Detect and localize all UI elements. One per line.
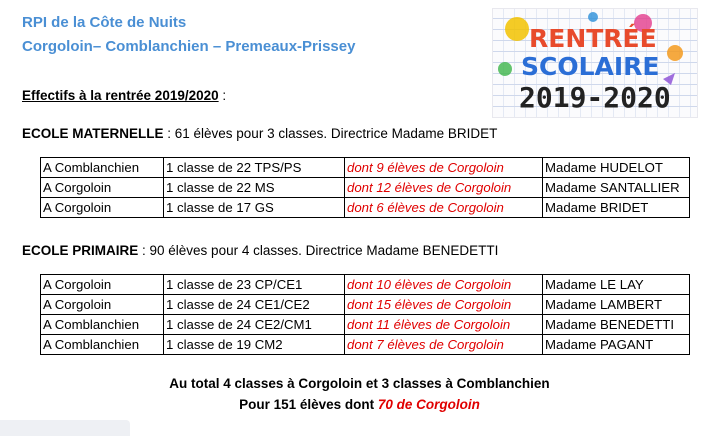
class-cell: 1 classe de 17 GS	[164, 198, 345, 218]
place-cell: A Comblanchien	[41, 335, 164, 355]
table-row	[41, 198, 690, 218]
place-cell: A Corgoloin	[41, 198, 164, 218]
place-cell: A Comblanchien	[41, 315, 164, 335]
totals-line1: Au total 4 classes à Corgoloin et 3 classes à Comblanchien	[169, 376, 550, 391]
maternelle-summary-text: : 61 élèves pour 3 classes. Directrice Madame BRIDET	[163, 126, 498, 141]
table-row	[41, 275, 690, 295]
totals-line2	[0, 397, 719, 412]
primaire-table	[40, 274, 690, 355]
teacher-cell: Madame SANTALLIER	[543, 178, 690, 198]
rentree-scolaire-logo	[492, 8, 698, 118]
class-cell: 1 classe de 23 CP/CE1	[164, 275, 345, 295]
note-cell: dont 10 élèves de Corgoloin	[345, 275, 543, 295]
place-cell: A Corgoloin	[41, 275, 164, 295]
primaire-summary	[22, 243, 498, 258]
teacher-cell: Madame HUDELOT	[543, 158, 690, 178]
totals-line2-highlight: 70 de Corgoloin	[377, 397, 480, 412]
teacher-cell: Madame BENEDETTI	[543, 315, 690, 335]
note-cell: dont 6 élèves de Corgoloin	[345, 198, 543, 218]
teacher-cell: Madame PAGANT	[543, 335, 690, 355]
table-row	[41, 158, 690, 178]
teacher-cell: Madame LAMBERT	[543, 295, 690, 315]
note-cell: dont 7 élèves de Corgoloin	[345, 335, 543, 355]
place-cell: A Corgoloin	[41, 178, 164, 198]
enrollment-heading	[22, 88, 226, 103]
corner-overlay	[0, 420, 130, 436]
page-subtitle-villages: Corgoloin– Comblanchien – Premeaux-Prissey	[22, 38, 356, 55]
enrollment-heading-colon: :	[218, 88, 227, 103]
logo-line2: SCOLAIRE	[521, 52, 660, 81]
table-row	[41, 178, 690, 198]
table-row	[41, 335, 690, 355]
place-cell: A Comblanchien	[41, 158, 164, 178]
totals-line2-prefix: Pour 151 élèves dont	[239, 397, 378, 412]
teacher-cell: Madame BRIDET	[543, 198, 690, 218]
logo-line1: RENTRÉE	[529, 24, 657, 53]
class-cell: 1 classe de 24 CE1/CE2	[164, 295, 345, 315]
primaire-summary-text: : 90 élèves pour 4 classes. Directrice Madame BENEDETTI	[138, 243, 499, 258]
class-cell: 1 classe de 24 CE2/CM1	[164, 315, 345, 335]
logo-art	[493, 9, 697, 117]
note-cell: dont 9 élèves de Corgoloin	[345, 158, 543, 178]
class-cell: 1 classe de 22 TPS/PS	[164, 158, 345, 178]
place-cell: A Corgoloin	[41, 295, 164, 315]
teacher-cell: Madame LE LAY	[543, 275, 690, 295]
maternelle-label: ECOLE MATERNELLE	[22, 126, 164, 141]
class-cell: 1 classe de 19 CM2	[164, 335, 345, 355]
maternelle-table	[40, 157, 690, 218]
table-row	[41, 315, 690, 335]
page-title: RPI de la Côte de Nuits	[22, 14, 187, 31]
enrollment-heading-label: Effectifs à la rentrée 2019/2020	[22, 88, 219, 103]
note-cell: dont 12 élèves de Corgoloin	[345, 178, 543, 198]
primaire-label: ECOLE PRIMAIRE	[22, 243, 139, 258]
maternelle-summary	[22, 126, 497, 141]
logo-line3: 2019-2020	[519, 81, 671, 114]
note-cell: dont 15 élèves de Corgoloin	[345, 295, 543, 315]
table-row	[41, 295, 690, 315]
note-cell: dont 11 élèves de Corgoloin	[345, 315, 543, 335]
class-cell: 1 classe de 22 MS	[164, 178, 345, 198]
